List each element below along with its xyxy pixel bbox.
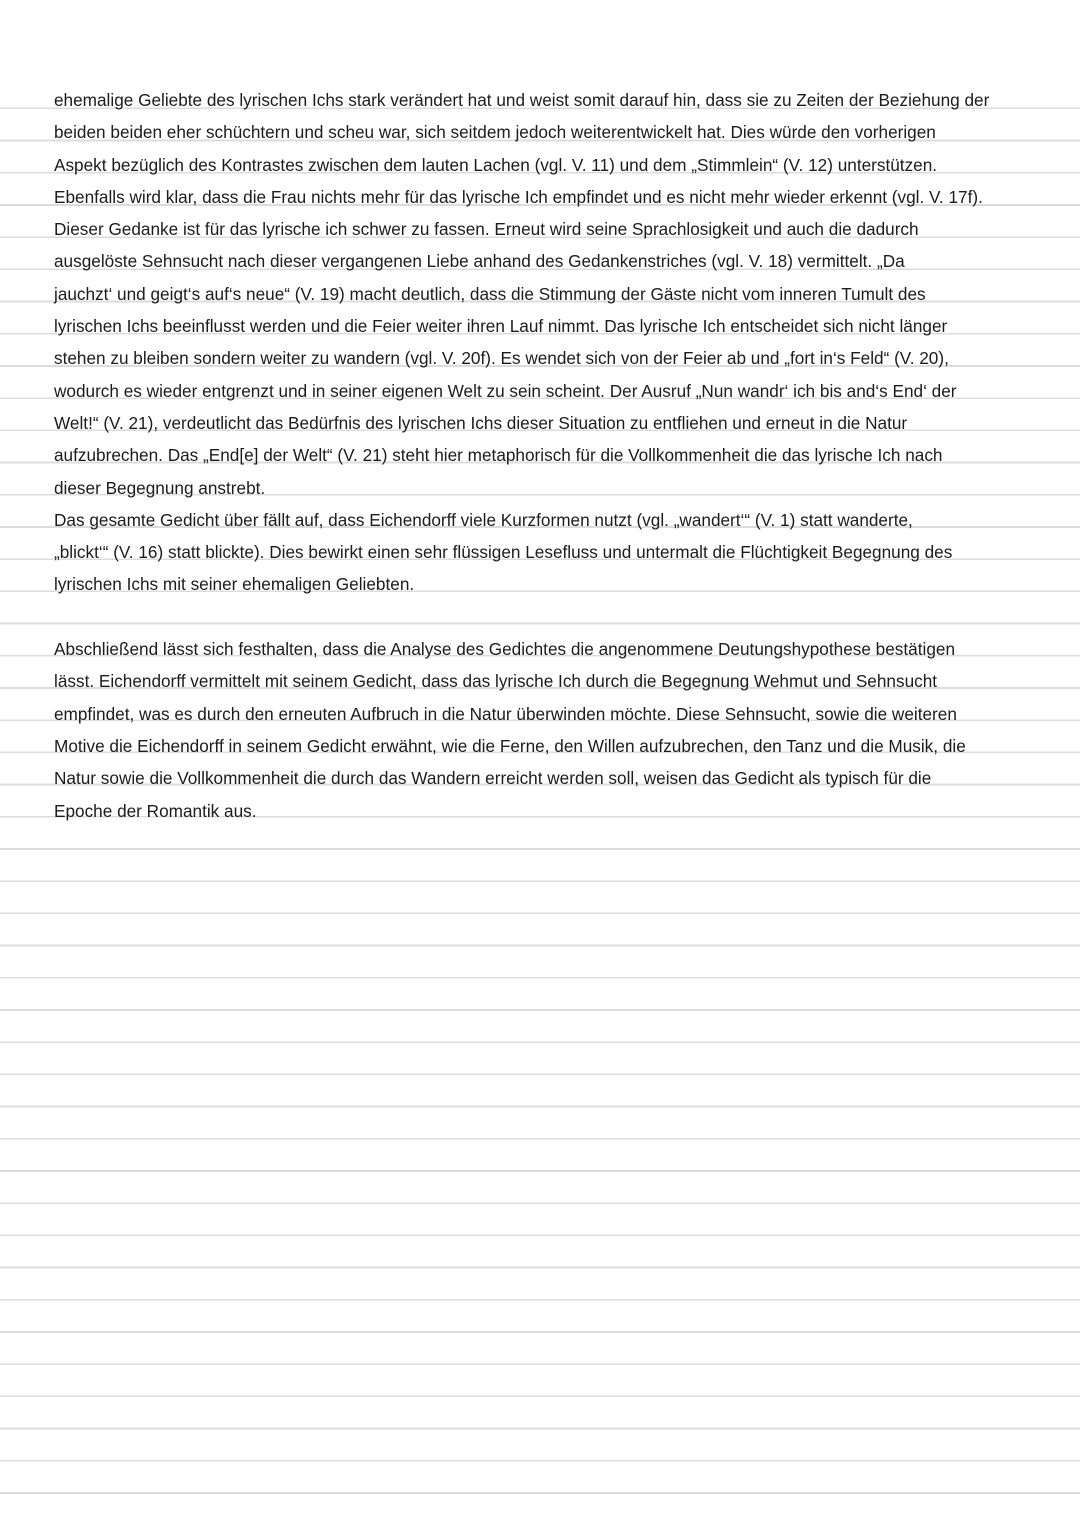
text-line: Natur sowie die Vollkommenheit die durch das Wandern erreicht werden soll, weisen das Gedicht als typisch für die — [54, 768, 932, 789]
text-line: Abschließend lässt sich festhalten, dass die Analyse des Gedichtes die angenommene Deutungshypothese bestätigen — [54, 639, 956, 660]
text-line: stehen zu bleiben sondern weiter zu wandern (vgl. V. 20f). Es wendet sich von der Feier ab und „fort in‘s Feld“ (V. 20), — [54, 348, 949, 369]
text-line: wodurch es wieder entgrenzt und in seiner eigenen Welt zu sein scheint. Der Ausruf „Nun wandr‘ ich bis and‘s End‘ der — [54, 380, 957, 401]
text-line: Ebenfalls wird klar, dass die Frau nichts mehr für das lyrische Ich empfindet und es nicht mehr wieder erkennt (vgl. V. 17f). — [54, 186, 983, 207]
text-line: Welt!“ (V. 21), verdeutlicht das Bedürfnis des lyrischen Ichs dieser Situation zu entfliehen und erneut in die Natur — [54, 412, 908, 433]
text-line: Das gesamte Gedicht über fällt auf, dass Eichendorff viele Kurzformen nutzt (vgl. „wandert‘“ (V. 1) statt wanderte, — [54, 509, 913, 530]
text-line: dieser Begegnung anstrebt. — [54, 477, 266, 498]
text-line: „blickt‘“ (V. 16) statt blickte). Dies bewirkt einen sehr flüssigen Lesefluss und untermalt die Flüchtigkeit Begegnung des — [54, 542, 953, 563]
text-line: aufzubrechen. Das „End[e] der Welt“ (V. 21) steht hier metaphorisch für die Vollkommenheit die das lyrische Ich nach — [54, 445, 943, 466]
text-line: lässt. Eichendorff vermittelt mit seinem Gedicht, dass das lyrische Ich durch die Begegnung Wehmut und Sehnsucht — [54, 671, 938, 692]
paragraph-spacer — [54, 601, 1044, 633]
text-line: jauchzt‘ und geigt‘s auf‘s neue“ (V. 19) macht deutlich, dass die Stimmung der Gäste nicht vom inneren Tumult des — [54, 283, 926, 304]
text-line: empfindet, was es durch den erneuten Aufbruch in die Natur überwinden möchte. Diese Sehnsucht, sowie die weiteren — [54, 703, 957, 724]
text-line: Epoche der Romantik aus. — [54, 800, 257, 821]
text-line: beiden beiden eher schüchtern und scheu war, sich seitdem jedoch weiterentwickelt hat. Dies würde den vorherigen — [54, 122, 936, 143]
text-line: Motive die Eichendorff in seinem Gedicht erwähnt, wie die Ferne, den Willen aufzubrechen, den Tanz und die Musik, die — [54, 735, 966, 756]
text-line: lyrischen Ichs mit seiner ehemaligen Geliebten. — [54, 574, 415, 595]
text-line: Aspekt bezüglich des Kontrastes zwischen dem lauten Lachen (vgl. V. 11) und dem „Stimmlein“ (V. 12) unterstützen. — [54, 154, 938, 175]
text-line: ausgelöste Sehnsucht nach dieser vergangenen Liebe anhand des Gedankenstriches (vgl. V. 18) vermittelt. „Da — [54, 251, 905, 272]
paragraph-analysis-continuation — [54, 84, 1044, 504]
paragraph-short-forms — [54, 504, 1044, 601]
paragraph-conclusion — [54, 633, 1044, 827]
text-line: lyrischen Ichs beeinflusst werden und die Feier weiter ihren Lauf nimmt. Das lyrische Ich entscheidet sich nicht länger — [54, 316, 948, 337]
text-line: Dieser Gedanke ist für das lyrische ich schwer zu fassen. Erneut wird seine Sprachlosigkeit und auch die dadurch — [54, 219, 919, 240]
text-line: ehemalige Geliebte des lyrischen Ichs stark verändert hat und weist somit darauf hin, dass sie zu Zeiten der Beziehung der — [54, 90, 990, 110]
essay-text — [54, 84, 1044, 827]
